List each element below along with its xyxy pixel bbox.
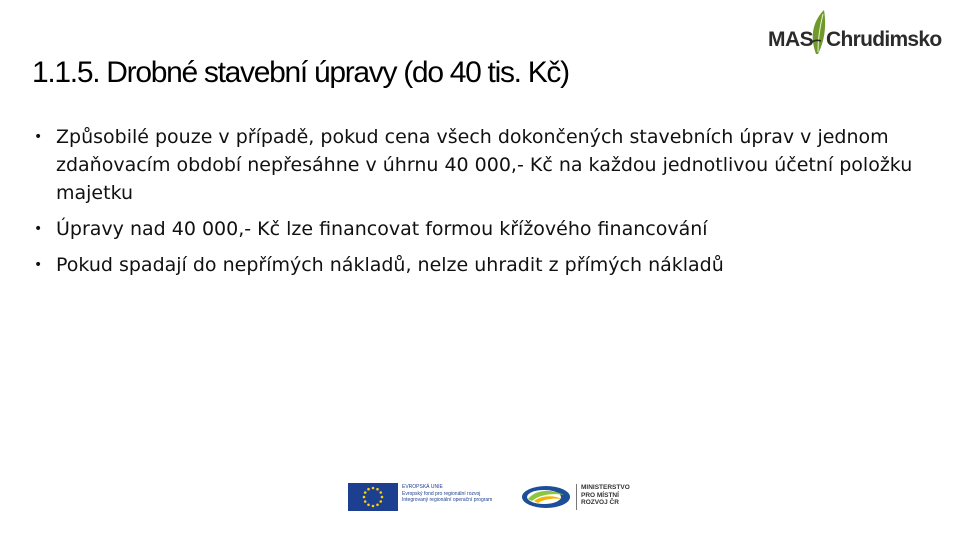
- mas-chrudimsko-logo: [766, 8, 942, 64]
- eu-program-text: [402, 484, 517, 504]
- bullet-item: [34, 215, 914, 243]
- bullet-text: Způsobilé pouze v případě, pokud cena všech dokončených stavebních úprav v jednom zdaňovacím období nepřesáhne v úhrnu 40 000,- Kč na každou jednotlivou účetní položku majetku: [56, 126, 913, 204]
- ministry-line: PRO MÍSTNÍ: [581, 491, 619, 499]
- logo-name: Chrudimsko: [826, 28, 942, 51]
- ministry-emblem-icon: [520, 483, 572, 511]
- bullet-text: Úpravy nad 40 000,- Kč lze financovat formou křížového financování: [56, 218, 708, 240]
- eu-line: Evropský fond pro regionální rozvoj: [402, 490, 481, 497]
- eu-line: EVROPSKÁ UNIE: [402, 484, 443, 490]
- footer-logos: [348, 481, 653, 513]
- eu-flag-icon: [348, 483, 398, 511]
- bullet-list: [34, 123, 914, 287]
- slide-title: 1.1.5. Drobné stavební úpravy (do 40 tis. Kč): [32, 56, 569, 89]
- ministry-text: [581, 484, 630, 507]
- bullet-item: [34, 251, 914, 279]
- bullet-icon: •: [34, 257, 43, 273]
- bullet-text: Pokud spadají do nepřímých nákladů, nelze uhradit z přímých nákladů: [56, 254, 724, 276]
- logo-prefix: MAS: [768, 28, 814, 51]
- divider: [576, 484, 577, 510]
- bullet-icon: •: [34, 129, 43, 145]
- bullet-icon: •: [34, 221, 43, 237]
- ministry-line: MINISTERSTVO: [581, 484, 630, 491]
- eu-line: Integrovaný regionální operační program: [402, 497, 493, 503]
- ministry-line: ROZVOJ ČR: [581, 499, 619, 506]
- bullet-item: [34, 123, 914, 207]
